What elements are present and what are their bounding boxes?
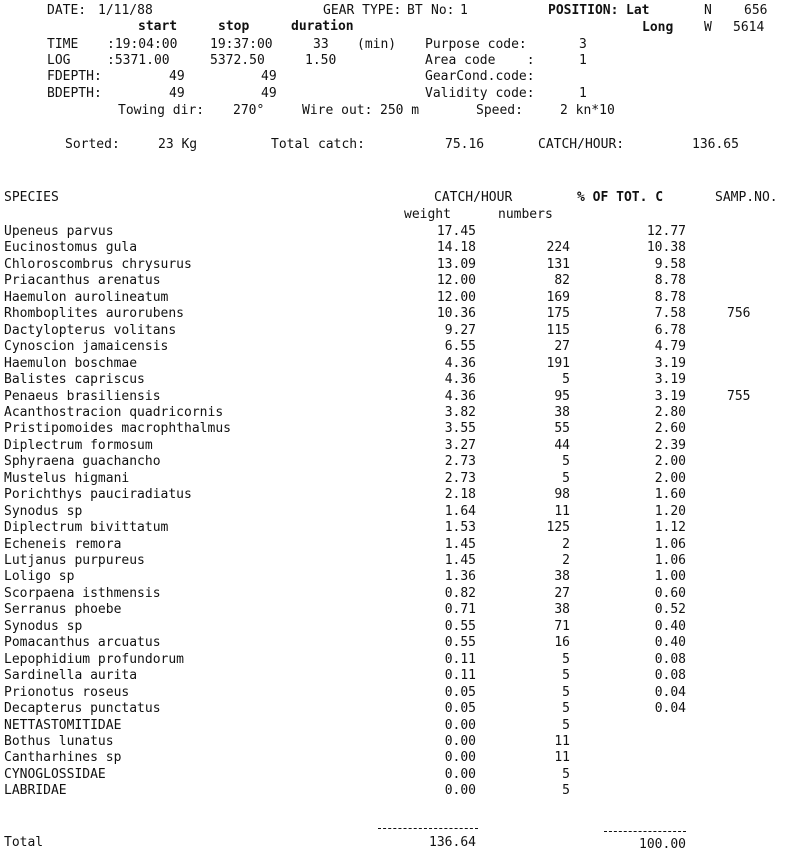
log-stop: 5372.50 — [210, 53, 265, 68]
catch-weight: 1.64 — [444, 504, 476, 519]
pct-of-total: 1.06 — [654, 537, 686, 552]
wire-out-value: 250 m — [380, 103, 420, 118]
col-duration-label: duration — [291, 19, 354, 34]
bdepth-start: 49 — [169, 86, 185, 101]
species-name: Pristipomoides macrophthalmus — [4, 421, 231, 436]
long-value: 5614 — [733, 20, 765, 35]
pct-of-total: 6.78 — [654, 323, 686, 338]
species-name: Upeneus parvus — [4, 224, 114, 239]
catch-numbers: 5 — [562, 372, 570, 387]
species-name: Rhomboplites aurorubens — [4, 306, 185, 321]
sub-weight-header: weight — [404, 207, 451, 222]
catch-numbers: 27 — [554, 339, 570, 354]
species-name: Cynoscion jamaicensis — [4, 339, 169, 354]
pct-of-total: 2.39 — [654, 438, 686, 453]
catch-weight: 12.00 — [436, 273, 476, 288]
catch-numbers: 98 — [554, 487, 570, 502]
towing-dir-value: 270° — [233, 103, 265, 118]
speed-label: Speed: — [476, 103, 523, 118]
catch-weight: 0.05 — [444, 685, 476, 700]
col-stop-label: stop — [218, 19, 250, 34]
species-name: Sardinella aurita — [4, 668, 138, 683]
species-name: Porichthys pauciradiatus — [4, 487, 192, 502]
col-catch-hour-header: CATCH/HOUR — [434, 190, 513, 205]
catch-weight: 0.00 — [444, 783, 476, 798]
pct-of-total: 1.06 — [654, 553, 686, 568]
time-start: :19:04:00 — [107, 37, 178, 52]
time-duration: 33 — [313, 37, 329, 52]
time-label: TIME — [47, 37, 79, 52]
log-start: :5371.00 — [107, 53, 170, 68]
pct-of-total: 9.58 — [654, 257, 686, 272]
total-catch-value: 75.16 — [445, 137, 485, 152]
catch-numbers: 11 — [554, 750, 570, 765]
catch-weight: 13.09 — [436, 257, 476, 272]
catch-weight: 0.00 — [444, 750, 476, 765]
gearcond-code-label: GearCond.code: — [425, 69, 535, 84]
catch-numbers: 5 — [562, 685, 570, 700]
catch-weight: 4.36 — [444, 372, 476, 387]
long-label: Long — [642, 20, 674, 35]
catch-weight: 2.18 — [444, 487, 476, 502]
purpose-code-label: Purpose code: — [425, 37, 527, 52]
log-label: LOG — [47, 53, 71, 68]
catch-numbers: 224 — [546, 240, 570, 255]
species-name: Chloroscombrus chrysurus — [4, 257, 192, 272]
species-name: Prionotus roseus — [4, 685, 130, 700]
log-duration: 1.50 — [305, 53, 337, 68]
species-name: Balistes capriscus — [4, 372, 145, 387]
lat-value: 656 — [744, 3, 768, 18]
catch-numbers: 5 — [562, 718, 570, 733]
catch-numbers: 55 — [554, 421, 570, 436]
pct-of-total: 1.20 — [654, 504, 686, 519]
catch-numbers: 11 — [554, 734, 570, 749]
total-pct: 100.00 — [639, 837, 686, 852]
species-name: Priacanthus arenatus — [4, 273, 161, 288]
catch-weight: 14.18 — [436, 240, 476, 255]
species-name: Eucinostomus gula — [4, 240, 138, 255]
catch-numbers: 71 — [554, 619, 570, 634]
pct-of-total: 12.77 — [646, 224, 686, 239]
gear-no-label: No: — [431, 3, 455, 18]
pct-of-total: 0.60 — [654, 586, 686, 601]
fdepth-start: 49 — [169, 69, 185, 84]
species-name: Diplectrum formosum — [4, 438, 153, 453]
col-start-label: start — [138, 19, 178, 34]
total-weight: 136.64 — [429, 835, 476, 850]
total-label: Total — [4, 835, 44, 850]
catch-weight: 10.36 — [436, 306, 476, 321]
bdepth-label: BDEPTH: — [47, 86, 102, 101]
catch-weight: 4.36 — [444, 389, 476, 404]
catch-numbers: 38 — [554, 405, 570, 420]
pct-of-total: 0.04 — [654, 701, 686, 716]
wire-out-label: Wire out: — [302, 103, 373, 118]
species-name: Dactylopterus volitans — [4, 323, 177, 338]
catch-weight: 1.53 — [444, 520, 476, 535]
species-name: Lutjanus purpureus — [4, 553, 145, 568]
total-catch-label: Total catch: — [271, 137, 365, 152]
pct-of-total: 2.00 — [654, 471, 686, 486]
catch-numbers: 5 — [562, 471, 570, 486]
catch-weight: 12.00 — [436, 290, 476, 305]
catch-weight: 3.55 — [444, 421, 476, 436]
pct-of-total: 8.78 — [654, 290, 686, 305]
catch-weight: 3.82 — [444, 405, 476, 420]
pct-of-total: 2.60 — [654, 421, 686, 436]
catch-weight: 4.36 — [444, 356, 476, 371]
pct-of-total: 3.19 — [654, 389, 686, 404]
catch-per-hour-label: CATCH/HOUR: — [538, 137, 625, 152]
catch-weight: 0.11 — [444, 652, 476, 667]
pct-of-total: 7.58 — [654, 306, 686, 321]
species-name: Decapterus punctatus — [4, 701, 161, 716]
catch-weight: 2.73 — [444, 454, 476, 469]
species-name: Pomacanthus arcuatus — [4, 635, 161, 650]
catch-numbers: 131 — [546, 257, 570, 272]
catch-weight: 0.71 — [444, 602, 476, 617]
sample-number: 756 — [727, 306, 751, 321]
pct-of-total: 0.40 — [654, 635, 686, 650]
catch-weight: 0.00 — [444, 734, 476, 749]
pct-of-total: 10.38 — [646, 240, 686, 255]
date-label: DATE: — [47, 3, 87, 18]
col-pct-total-header: % OF TOT. C — [577, 190, 664, 205]
species-name: Lepophidium profundorum — [4, 652, 185, 667]
gear-no-value: 1 — [460, 3, 468, 18]
time-unit: (min) — [357, 37, 397, 52]
catch-numbers: 38 — [554, 602, 570, 617]
species-name: Diplectrum bivittatum — [4, 520, 169, 535]
catch-weight: 2.73 — [444, 471, 476, 486]
sample-number: 755 — [727, 389, 751, 404]
catch-numbers: 175 — [546, 306, 570, 321]
catch-numbers: 16 — [554, 635, 570, 650]
catch-numbers: 38 — [554, 569, 570, 584]
pct-total-rule — [604, 831, 686, 832]
validity-code-label: Validity code: — [425, 86, 535, 101]
purpose-code-value: 3 — [579, 37, 587, 52]
species-name: Cantharhines sp — [4, 750, 122, 765]
catch-numbers: 5 — [562, 454, 570, 469]
catch-numbers: 5 — [562, 701, 570, 716]
catch-numbers: 11 — [554, 504, 570, 519]
catch-per-hour-value: 136.65 — [692, 137, 739, 152]
catch-numbers: 95 — [554, 389, 570, 404]
catch-weight: 6.55 — [444, 339, 476, 354]
species-name: Loligo sp — [4, 569, 75, 584]
catch-weight: 0.82 — [444, 586, 476, 601]
species-name: Synodus sp — [4, 504, 83, 519]
towing-dir-label: Towing dir: — [118, 103, 205, 118]
catch-weight: 0.11 — [444, 668, 476, 683]
validity-code-value: 1 — [579, 86, 587, 101]
pct-of-total: 1.60 — [654, 487, 686, 502]
species-name: Echeneis remora — [4, 537, 122, 552]
catch-numbers: 82 — [554, 273, 570, 288]
catch-numbers: 27 — [554, 586, 570, 601]
catch-numbers: 2 — [562, 553, 570, 568]
catch-weight: 0.00 — [444, 718, 476, 733]
pct-of-total: 0.40 — [654, 619, 686, 634]
pct-of-total: 4.79 — [654, 339, 686, 354]
pct-of-total: 3.19 — [654, 372, 686, 387]
species-name: Mustelus higmani — [4, 471, 130, 486]
fdepth-label: FDEPTH: — [47, 69, 102, 84]
species-name: Scorpaena isthmensis — [4, 586, 161, 601]
species-name: Bothus lunatus — [4, 734, 114, 749]
pct-of-total: 0.52 — [654, 602, 686, 617]
catch-numbers: 5 — [562, 652, 570, 667]
species-name: Penaeus brasiliensis — [4, 389, 161, 404]
catch-numbers: 5 — [562, 783, 570, 798]
catch-numbers: 191 — [546, 356, 570, 371]
pct-of-total: 0.08 — [654, 652, 686, 667]
species-name: Haemulon boschmae — [4, 356, 138, 371]
species-name: Haemulon aurolineatum — [4, 290, 169, 305]
speed-value: 2 kn*10 — [560, 103, 615, 118]
pct-of-total: 8.78 — [654, 273, 686, 288]
fdepth-stop: 49 — [261, 69, 277, 84]
gear-type-label: GEAR TYPE: — [323, 3, 402, 18]
pct-of-total: 0.08 — [654, 668, 686, 683]
long-hemisphere: W — [704, 20, 712, 35]
weight-total-rule — [378, 828, 478, 829]
date-value: 1/11/88 — [98, 3, 153, 18]
catch-numbers: 169 — [546, 290, 570, 305]
catch-weight: 0.55 — [444, 619, 476, 634]
catch-weight: 0.55 — [444, 635, 476, 650]
col-species-header: SPECIES — [4, 190, 59, 205]
pct-of-total: 3.19 — [654, 356, 686, 371]
pct-of-total: 2.80 — [654, 405, 686, 420]
sorted-value: 23 Kg — [158, 137, 198, 152]
catch-weight: 1.45 — [444, 553, 476, 568]
species-name: Sphyraena guachancho — [4, 454, 161, 469]
catch-numbers: 5 — [562, 767, 570, 782]
sorted-label: Sorted: — [65, 137, 120, 152]
catch-weight: 1.36 — [444, 569, 476, 584]
catch-numbers: 125 — [546, 520, 570, 535]
catch-numbers: 5 — [562, 668, 570, 683]
species-name: NETTASTOMITIDAE — [4, 718, 122, 733]
catch-numbers: 2 — [562, 537, 570, 552]
pct-of-total: 2.00 — [654, 454, 686, 469]
area-code-value: 1 — [579, 53, 587, 68]
species-name: Acanthostracion quadricornis — [4, 405, 224, 420]
catch-weight: 9.27 — [444, 323, 476, 338]
area-code-label: Area code : — [425, 53, 535, 68]
sub-numbers-header: numbers — [498, 207, 553, 222]
pct-of-total: 1.12 — [654, 520, 686, 535]
catch-numbers: 44 — [554, 438, 570, 453]
catch-weight: 0.05 — [444, 701, 476, 716]
catch-weight: 17.45 — [436, 224, 476, 239]
species-name: Serranus phoebe — [4, 602, 122, 617]
pct-of-total: 0.04 — [654, 685, 686, 700]
species-name: CYNOGLOSSIDAE — [4, 767, 106, 782]
time-stop: 19:37:00 — [210, 37, 273, 52]
position-label: POSITION: — [548, 3, 619, 18]
gear-type-value: BT — [407, 3, 423, 18]
col-samp-no-header: SAMP.NO. — [715, 190, 778, 205]
lat-label: Lat — [626, 3, 650, 18]
lat-hemisphere: N — [704, 3, 712, 18]
bdepth-stop: 49 — [261, 86, 277, 101]
catch-numbers: 115 — [546, 323, 570, 338]
catch-weight: 0.00 — [444, 767, 476, 782]
species-name: Synodus sp — [4, 619, 83, 634]
pct-of-total: 1.00 — [654, 569, 686, 584]
catch-weight: 3.27 — [444, 438, 476, 453]
catch-weight: 1.45 — [444, 537, 476, 552]
species-name: LABRIDAE — [4, 783, 67, 798]
